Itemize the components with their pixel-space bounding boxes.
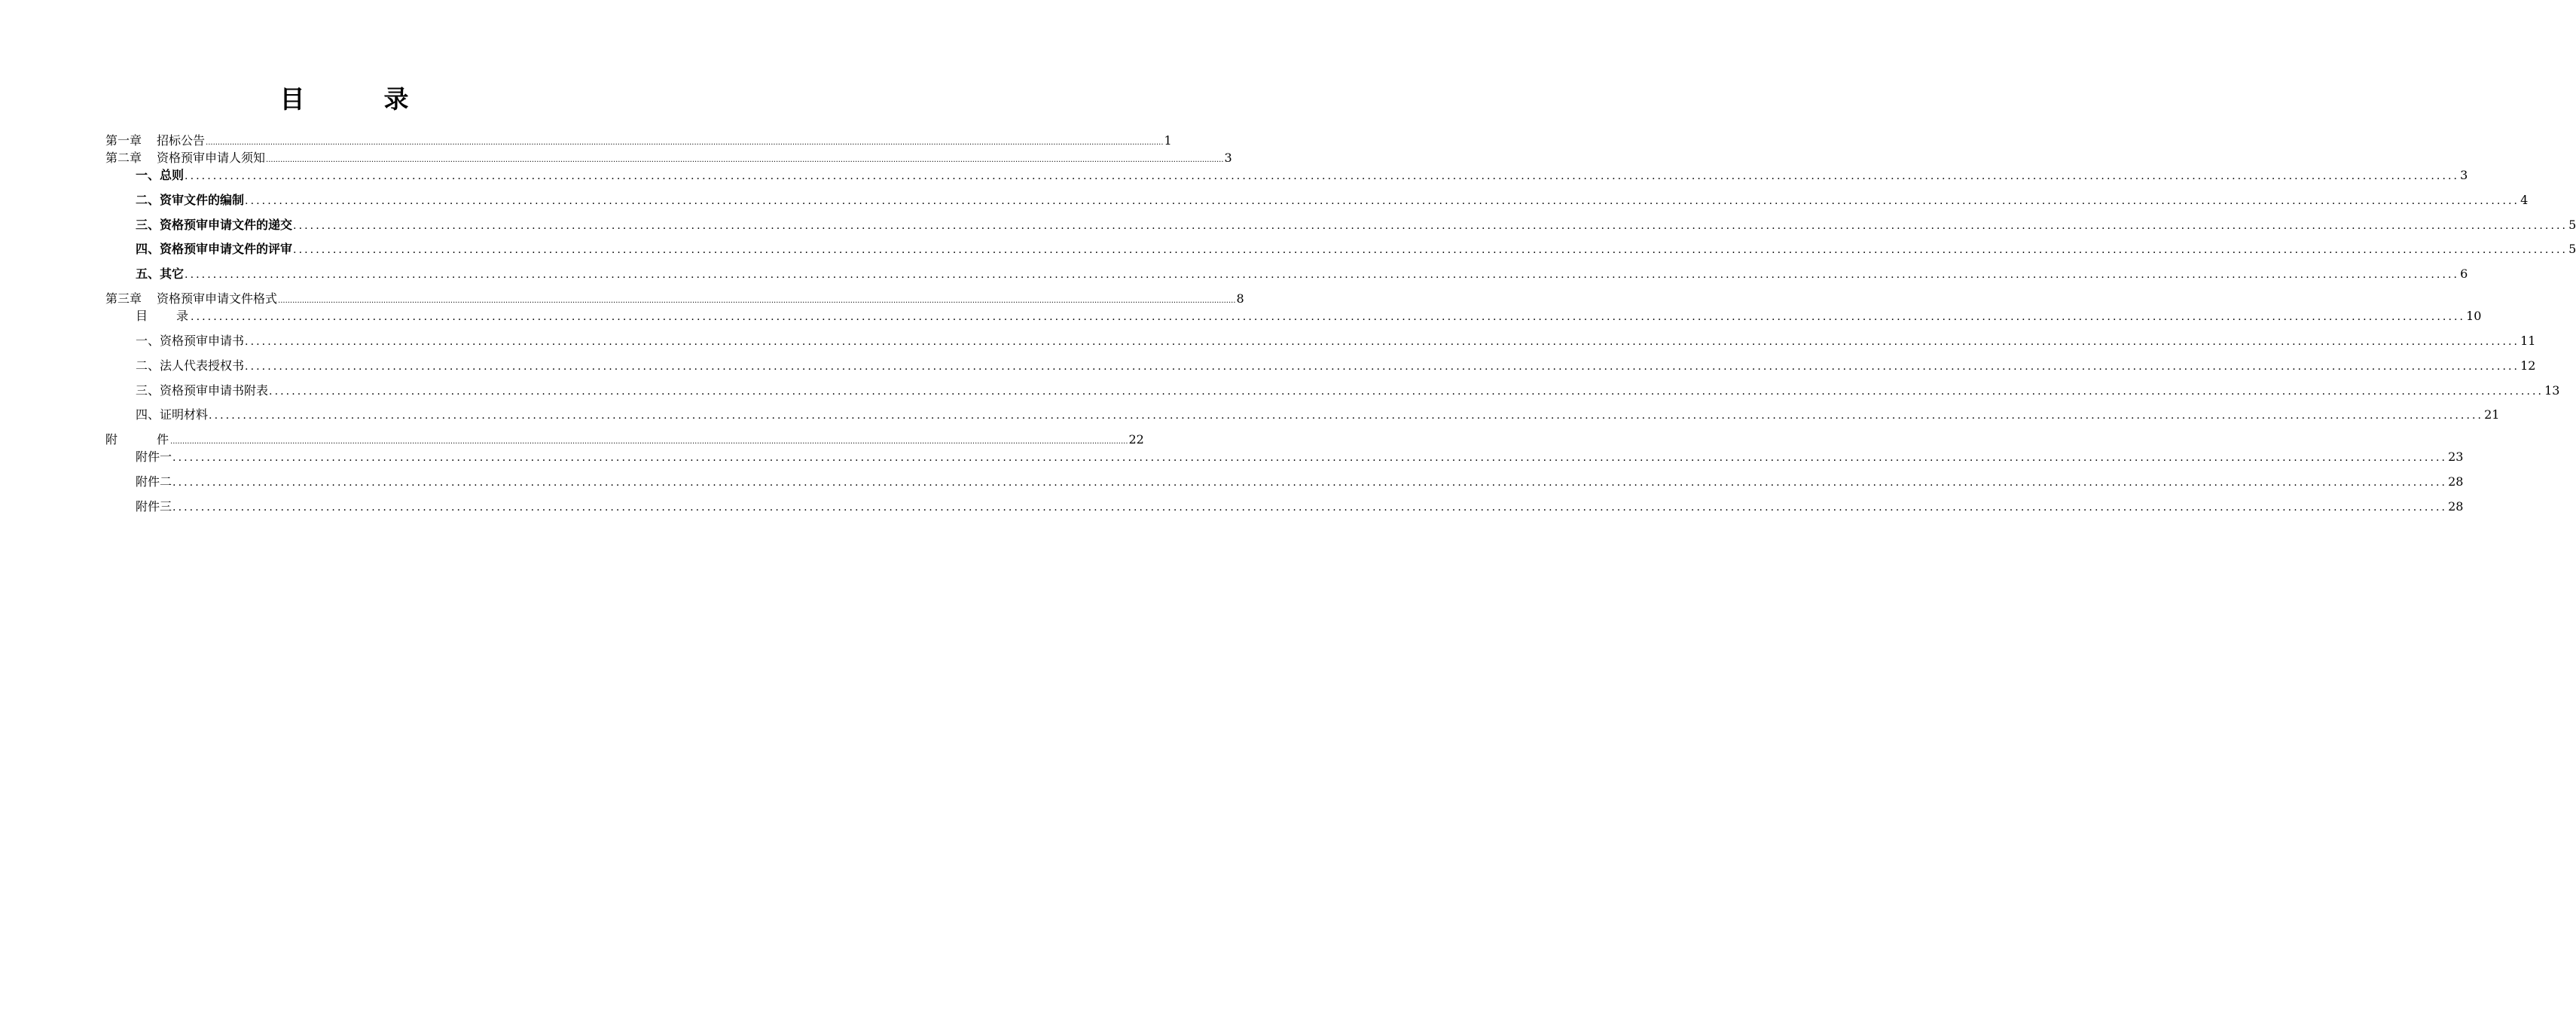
dot-leader: ................................................................................................................................................................................................................................................................................................................................................................................................................ xyxy=(293,244,2568,256)
toc-entry-label: 二、资审文件的编制 xyxy=(136,193,245,207)
toc-entry-label: 五、其它 xyxy=(136,267,185,281)
toc-page-number: 13 xyxy=(2544,383,2560,398)
toc-entry-chapter-2[interactable] xyxy=(105,150,1232,169)
toc-entry-appendix-2[interactable] xyxy=(136,474,2464,491)
dot-leader: ................................................................................................................................................................................................................................................................................................................................................................................................................ xyxy=(170,437,1128,446)
dot-leader: ................................................................................................................................................................................................................................................................................................................................................................................................................ xyxy=(172,477,2448,489)
toc-entry-chapter-1[interactable] xyxy=(105,133,1172,151)
toc-entry-label: 第三章 资格预审申请文件格式 xyxy=(105,291,278,306)
toc-page-number: 4 xyxy=(2520,193,2529,207)
toc-entry-label: 四、资格预审申请文件的评审 xyxy=(136,242,293,256)
toc-entry-label: 附 件 xyxy=(105,432,170,447)
toc-entry-appendix-3[interactable] xyxy=(136,498,2464,516)
toc-entry-compilation[interactable] xyxy=(136,192,2529,209)
dot-leader: ................................................................................................................................................................................................................................................................................................................................................................................................................ xyxy=(206,139,1164,147)
toc-page-number: 10 xyxy=(2466,309,2482,323)
dot-leader: ................................................................................................................................................................................................................................................................................................................................................................................................................ xyxy=(209,410,2484,422)
toc-entry-label: 第二章 资格预审申请人须知 xyxy=(105,151,266,165)
dot-leader: ................................................................................................................................................................................................................................................................................................................................................................................................................ xyxy=(245,361,2520,373)
toc-page-number: 22 xyxy=(1128,432,1144,447)
dot-leader: ................................................................................................................................................................................................................................................................................................................................................................................................................ xyxy=(245,336,2520,348)
toc-entry-other[interactable] xyxy=(136,266,2468,283)
toc-entry-contents[interactable] xyxy=(136,308,2482,325)
toc-entry-label: 目 录 xyxy=(136,309,191,323)
page-title: 目 录 xyxy=(279,84,436,114)
toc-entry-label: 附件三 xyxy=(136,499,172,514)
toc-entry-label: 一、总则 xyxy=(136,168,185,182)
toc-entry-label: 附件二 xyxy=(136,474,172,489)
toc-entry-evaluation[interactable] xyxy=(136,241,2576,258)
dot-leader: ................................................................................................................................................................................................................................................................................................................................................................................................................ xyxy=(269,386,2544,398)
dot-leader: ................................................................................................................................................................................................................................................................................................................................................................................................................ xyxy=(266,156,1224,164)
toc-entry-appendices[interactable] xyxy=(105,431,1144,450)
dot-leader: ................................................................................................................................................................................................................................................................................................................................................................................................................ xyxy=(191,311,2466,323)
toc-entry-label: 三、资格预审申请书附表 xyxy=(136,383,269,398)
toc-entry-authorization[interactable] xyxy=(136,358,2536,375)
toc-entry-label: 第一章 招标公告 xyxy=(105,133,206,148)
toc-page-number: 28 xyxy=(2448,499,2464,514)
toc-entry-label: 附件一 xyxy=(136,450,172,464)
toc-entry-chapter-3[interactable] xyxy=(105,291,1244,309)
toc-page-number: 3 xyxy=(2460,168,2468,182)
toc-page-number: 1 xyxy=(1164,133,1172,148)
toc-page-number: 28 xyxy=(2448,474,2464,489)
toc-page-number: 21 xyxy=(2484,407,2500,422)
dot-leader: ................................................................................................................................................................................................................................................................................................................................................................................................................ xyxy=(172,501,2448,514)
toc-page-number: 5 xyxy=(2568,242,2576,256)
toc-page-number: 23 xyxy=(2448,450,2464,464)
toc-entry-label: 二、法人代表授权书 xyxy=(136,358,245,373)
toc-entry-submission[interactable] xyxy=(136,217,2576,234)
dot-leader: ................................................................................................................................................................................................................................................................................................................................................................................................................ xyxy=(172,452,2448,464)
toc-entry-label: 四、证明材料 xyxy=(136,407,209,422)
toc-entry-label: 一、资格预审申请书 xyxy=(136,334,245,348)
dot-leader: ................................................................................................................................................................................................................................................................................................................................................................................................................ xyxy=(293,220,2568,232)
toc-page-number: 12 xyxy=(2520,358,2536,373)
toc-page-number: 11 xyxy=(2520,334,2536,348)
dot-leader: ................................................................................................................................................................................................................................................................................................................................................................................................................ xyxy=(185,269,2460,281)
toc-entry-evidence[interactable] xyxy=(136,407,2500,424)
toc-page-number: 5 xyxy=(2568,218,2576,232)
toc-entry-attached-tables[interactable] xyxy=(136,383,2560,400)
toc-entry-appendix-1[interactable] xyxy=(136,449,2464,466)
dot-leader: ................................................................................................................................................................................................................................................................................................................................................................................................................ xyxy=(185,170,2460,182)
dot-leader: ................................................................................................................................................................................................................................................................................................................................................................................................................ xyxy=(245,195,2520,207)
toc-entry-application-letter[interactable] xyxy=(136,333,2536,350)
toc-page-number: 8 xyxy=(1236,291,1244,306)
toc-page-number: 6 xyxy=(2460,267,2468,281)
toc-entry-label: 三、资格预审申请文件的递交 xyxy=(136,218,293,232)
dot-leader: ................................................................................................................................................................................................................................................................................................................................................................................................................ xyxy=(278,297,1236,305)
toc-page-number: 3 xyxy=(1224,151,1232,165)
toc-entry-general[interactable] xyxy=(136,167,2468,184)
